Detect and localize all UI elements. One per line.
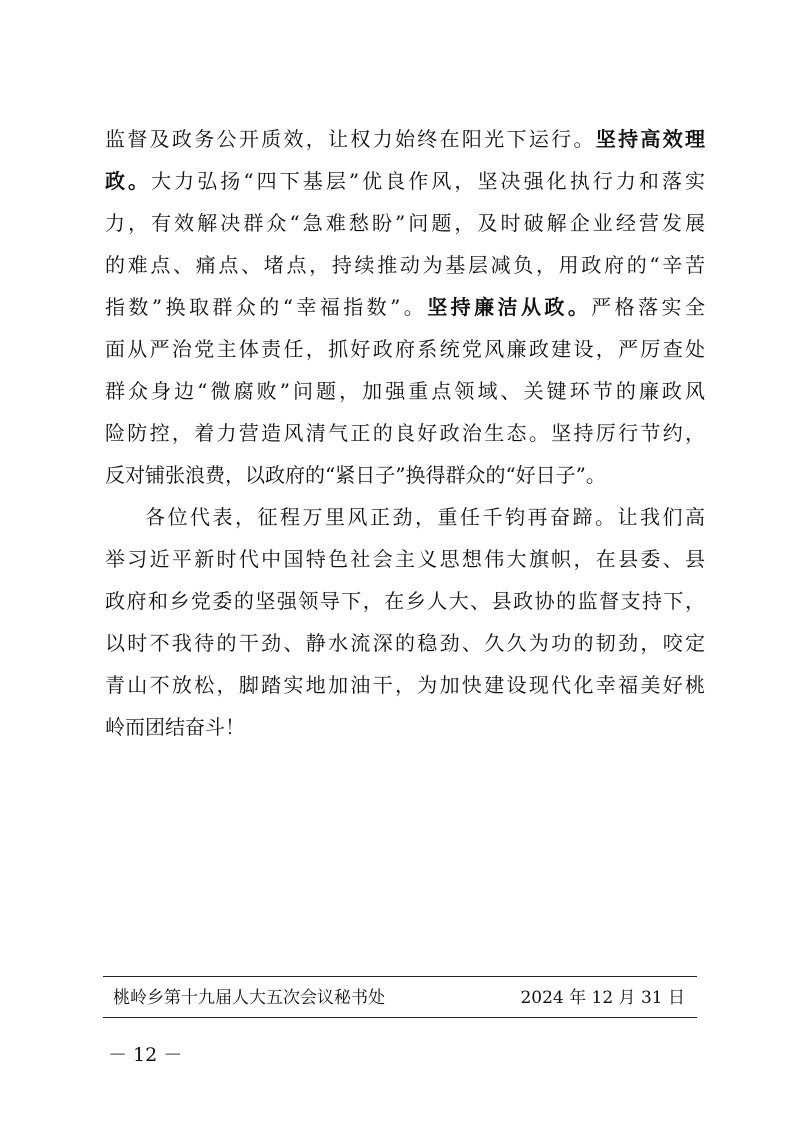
paragraph-1-line-2 (105, 160, 705, 202)
paragraph-1-line-4: 的难点、痛点、堵点，持续推动为基层减负，用政府的“辛苦 (105, 253, 705, 277)
footer-bottom-rule (103, 1017, 697, 1018)
paragraph-2-line-3: 政府和乡党委的坚强领导下，在乡人大、县政协的监督支持下， (105, 589, 705, 613)
bold-heading-efficient-governance: 坚持高效理 (595, 127, 706, 151)
paragraph-1-line-5 (105, 286, 705, 328)
text-span: 严格落实全 (591, 295, 705, 319)
paragraph-1-line-3: 力，有效解决群众“急难愁盼”问题，及时破解企业经营发展 (105, 211, 705, 235)
footer-date: 2024 年 12 月 31 日 (520, 988, 685, 1008)
bold-heading-efficient-governance-end: 政。 (105, 169, 152, 193)
paragraph-1-line-7: 群众身边“微腐败”问题，加强重点领域、关键环节的廉政风 (105, 379, 705, 403)
paragraph-2-line-1: 各位代表，征程万里风正劲，重任千钧再奋蹄。让我们高 (145, 505, 705, 529)
bold-heading-clean-governance: 坚持廉洁从政。 (427, 295, 592, 319)
paragraph-1-line-8: 险防控，着力营造风清气正的良好政治生态。坚持厉行节约， (105, 421, 705, 445)
text-span: 指数”换取群众的“幸福指数”。 (105, 295, 428, 319)
paragraph-1-line-9: 反对铺张浪费，以政府的“紧日子”换得群众的“好日子”。 (105, 463, 606, 487)
paragraph-1-line-1 (105, 118, 705, 160)
page-number: － 12 － (108, 1044, 183, 1066)
text-span: 大力弘扬“四下基层”优良作风，坚决强化执行力和落实 (151, 169, 706, 193)
text-span: 监督及政务公开质效，让权力始终在阳光下运行。 (105, 127, 596, 151)
footer-issuer: 桃岭乡第十九届人大五次会议秘书处 (113, 988, 385, 1008)
paragraph-1-line-6: 面从严治党主体责任，抓好政府系统党风廉政建设，严厉查处 (105, 337, 705, 361)
paragraph-2-line-2: 举习近平新时代中国特色社会主义思想伟大旗帜，在县委、县 (105, 547, 705, 571)
footer-top-rule (103, 976, 697, 977)
paragraph-2-line-5: 青山不放松，脚踏实地加油干，为加快建设现代化幸福美好桃 (105, 673, 705, 697)
paragraph-2-line-4: 以时不我待的干劲、静水流深的稳劲、久久为功的韧劲，咬定 (105, 631, 705, 655)
paragraph-2-line-6: 岭而团结奋斗！ (105, 715, 245, 739)
